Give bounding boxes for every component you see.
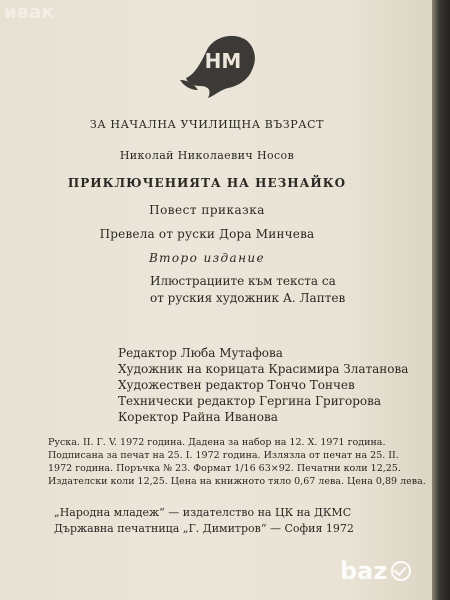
credit-line: Художник на корицата Красимира Златанова — [118, 362, 409, 376]
credit-line: Художествен редактор Тончо Тончев — [118, 378, 355, 392]
imprint-line: Издателски коли 12,25. Цена на книжното тяло 0,67 лева. Цена 0,89 лева. — [48, 476, 426, 487]
page-edge-shadow — [432, 0, 450, 600]
publisher-logo-icon — [178, 30, 260, 100]
watermark-bottom-text: baz — [340, 557, 388, 585]
illustrations-line: от руския художник А. Лаптев — [150, 291, 346, 305]
imprint-line: 1972 година. Поръчка № 23. Формат 1/16 63×92. Печатни коли 12,25. — [48, 463, 401, 474]
edition-line: Второ издание — [148, 251, 266, 265]
translator-line: Превела от руски Дора Минчева — [99, 227, 315, 241]
credit-line: Коректор Райна Иванова — [118, 410, 278, 424]
imprint-line: Подписана за печат на 25. I. 1972 година. Излязла от печат на 25. II. — [48, 450, 399, 461]
credit-line: Технически редактор Гергина Григорова — [118, 394, 382, 408]
book-title: ПРИКЛЮЧЕНИЯТА НА НЕЗНАЙКО — [67, 176, 347, 190]
book-subtitle: Повест приказка — [149, 203, 265, 217]
school-level-line: ЗА НАЧАЛНА УЧИЛИЩНА ВЪЗРАСТ — [89, 118, 325, 131]
watermark-bottom — [340, 557, 411, 585]
check-icon — [391, 561, 411, 581]
author-name: Николай Николаевич Носов — [119, 149, 295, 162]
credit-line: Редактор Люба Мутафова — [118, 346, 283, 360]
watermark-top: ивак — [4, 2, 55, 23]
imprint-line: Руска. II. Г. V. 1972 година. Дадена за набор на 12. X. 1971 година. — [48, 437, 386, 448]
illustrations-line: Илюстрациите към текста са — [150, 274, 336, 288]
publisher-line: Държавна печатница „Г. Димитров“ — София 1972 — [54, 522, 354, 535]
publisher-line: „Народна младеж“ — издателство на ЦК на ДКМС — [54, 506, 352, 519]
logo-letters: НМ — [204, 49, 242, 73]
